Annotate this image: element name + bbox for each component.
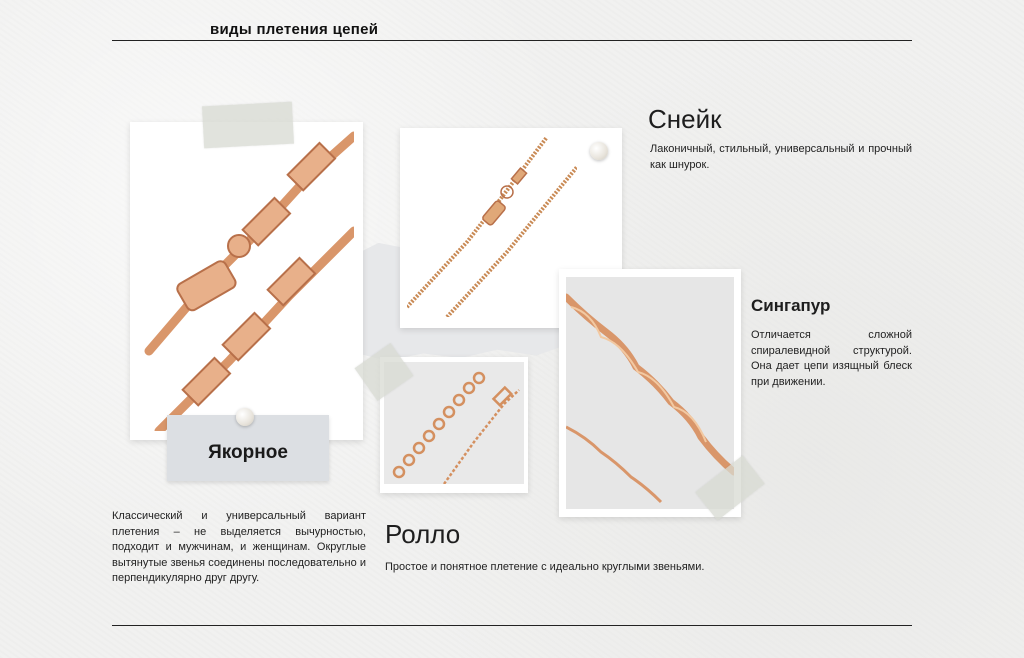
pushpin-icon	[236, 408, 254, 426]
anchor-description: Классический и универсальный вариант плетения – не выделяется вычурностью, подходит и мужчинам, и женщинам. Округлые вытянутые звенья соединены последовательно и перпендикулярно друг другу.	[112, 510, 366, 584]
page-title: виды плетения цепей	[210, 21, 379, 38]
rollo-title: Ролло	[385, 519, 461, 549]
snake-title: Снейк	[648, 104, 722, 134]
rollo-description: Простое и понятное плетение с идеально круглыми звеньями.	[385, 561, 705, 573]
anchor-chain-image	[139, 131, 354, 431]
pushpin-icon	[590, 142, 608, 160]
snake-description: Лаконичный, стильный, универсальный и прочный как шнурок.	[650, 143, 912, 171]
bottom-divider	[112, 625, 912, 626]
snake-chain-image	[407, 137, 577, 317]
singapore-description: Отличается сложной спиралевидной структурой. Она дает цепи изящный блеск при движении.	[751, 329, 912, 388]
tape-strip	[202, 102, 294, 149]
top-divider	[112, 40, 912, 41]
anchor-chain-photo	[130, 122, 363, 440]
singapore-title: Сингапур	[751, 296, 831, 315]
anchor-title: Якорное	[208, 442, 288, 463]
singapore-chain-image	[566, 277, 734, 509]
